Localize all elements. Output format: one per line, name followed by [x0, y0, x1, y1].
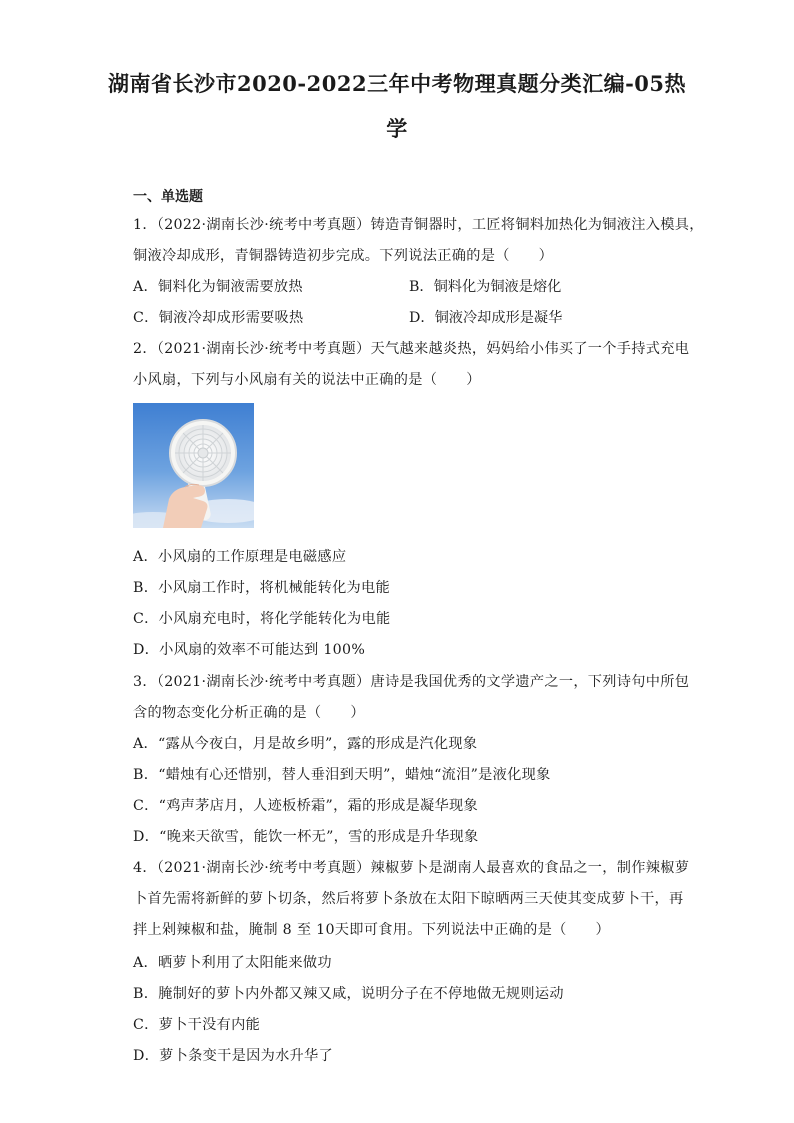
q4-stem-line-1: 4．（2021·湖南长沙·统考中考真题）辣椒萝卜是湖南人最喜欢的食品之一，制作辣椒萝	[133, 860, 690, 876]
q4-option-b: B．腌制好的萝卜内外都又辣又咸，说明分子在不停地做无规则运动	[133, 986, 564, 1002]
handheld-fan-photo	[133, 403, 254, 528]
title-line-2: 学	[386, 116, 408, 141]
q2-option-a: A．小风扇的工作原理是电磁感应	[133, 549, 347, 565]
q2-option-c: C．小风扇充电时，将化学能转化为电能	[133, 611, 391, 627]
q4-option-d: D．萝卜条变干是因为水升华了	[133, 1048, 334, 1064]
q3-option-a: A．“露从今夜白，月是故乡明”，露的形成是汽化现象	[133, 736, 478, 752]
q2-option-d: D．小风扇的效率不可能达到 100%	[133, 642, 366, 658]
q1-stem-line-2: 铜液冷却成形，青铜器铸造初步完成。下列说法正确的是（ ）	[133, 248, 554, 264]
section-heading: 一、单选题	[133, 189, 203, 205]
q4-stem-line-3: 拌上剁辣椒和盐，腌制 8 至 10天即可食用。下列说法中正确的是（ ）	[133, 922, 611, 938]
q2-stem-line-1: 2．（2021·湖南长沙·统考中考真题）天气越来越炎热，妈妈给小伟买了一个手持式充电	[133, 341, 690, 357]
q1-option-c: C．铜液冷却成形需要吸热	[133, 310, 304, 326]
q3-option-b: B．“蜡烛有心还惜别，替人垂泪到天明”，蜡烛“流泪”是液化现象	[133, 767, 551, 783]
q2-option-b: B．小风扇工作时，将机械能转化为电能	[133, 580, 391, 596]
q1-option-d: D．铜液冷却成形是凝华	[409, 310, 563, 326]
q3-stem-line-1: 3．（2021·湖南长沙·统考中考真题）唐诗是我国优秀的文学遗产之一，下列诗句中所包	[133, 674, 690, 690]
q3-option-c: C．“鸡声茅店月，人迹板桥霜”，霜的形成是凝华现象	[133, 798, 478, 814]
q3-option-d: D．“晚来天欲雪，能饮一杯无”，雪的形成是升华现象	[133, 829, 479, 845]
title-line-1: 湖南省长沙市2020-2022三年中考物理真题分类汇编-05热	[107, 71, 687, 96]
q4-option-c: C．萝卜干没有内能	[133, 1017, 261, 1033]
q4-stem-line-2: 卜首先需将新鲜的萝卜切条，然后将萝卜条放在太阳下晾晒两三天使其变成萝卜干，再	[133, 891, 684, 907]
q1-stem-line-1: 1．（2022·湖南长沙·统考中考真题）铸造青铜器时，工匠将铜料加热化为铜液注入模具，	[133, 217, 704, 233]
q2-stem-line-2: 小风扇，下列与小风扇有关的说法中正确的是（ ）	[133, 372, 481, 388]
q1-option-a: A．铜料化为铜液需要放热	[133, 279, 303, 295]
q1-option-b: B．铜料化为铜液是熔化	[409, 279, 562, 295]
q3-stem-line-2: 含的物态变化分析正确的是（ ）	[133, 705, 365, 721]
q4-option-a: A．晒萝卜利用了太阳能来做功	[133, 955, 332, 971]
